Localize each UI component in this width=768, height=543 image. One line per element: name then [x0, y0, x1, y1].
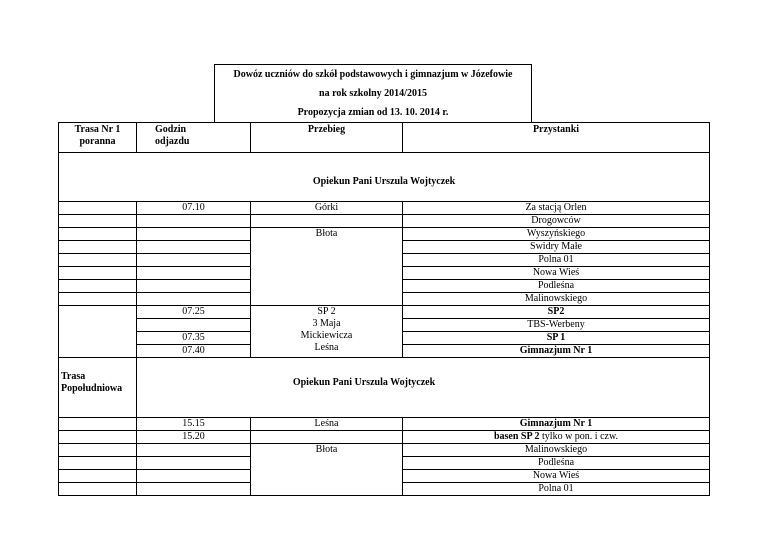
- route-cell-group: [251, 306, 403, 358]
- title-block: [214, 64, 532, 123]
- stop-cell: Gimnazjum Nr 1: [403, 345, 710, 358]
- stop-cell: Polna 01: [403, 254, 710, 267]
- stop-cell: [403, 431, 710, 444]
- table-row: [59, 444, 710, 457]
- opiekun-row-morning: [59, 153, 710, 202]
- table-row: [59, 431, 710, 444]
- time-cell: 07.40: [137, 345, 251, 358]
- opiekun-afternoon: Opiekun Pani Urszula Wojtyczek: [137, 358, 710, 418]
- route-cell: Mickiewicza: [300, 330, 353, 341]
- time-cell: 15.20: [137, 431, 251, 444]
- table-row: [59, 306, 710, 319]
- route-cell: 3 Maja: [312, 318, 341, 329]
- route-cell: SP 2: [317, 306, 336, 317]
- stop-cell: Wyszyńskiego: [403, 228, 710, 241]
- stop-cell: Drogowców: [403, 215, 710, 228]
- col-header-trasa: Trasa Nr 1 poranna: [59, 123, 137, 153]
- table-row: [59, 215, 710, 228]
- header-row: [59, 123, 710, 153]
- trasa-afternoon-label: Trasa Popołudniowa: [59, 358, 137, 418]
- route-cell: Błota: [251, 444, 403, 496]
- schedule-table: [58, 122, 710, 496]
- opiekun-morning: Opiekun Pani Urszula Wojtyczek: [59, 153, 710, 202]
- route-cell: Górki: [251, 202, 403, 215]
- stop-cell-bold: basen SP 2: [493, 431, 540, 442]
- stop-cell-note: tylko w pon. i czw.: [539, 431, 619, 442]
- stop-cell: Swidry Małe: [403, 241, 710, 254]
- opiekun-row-afternoon: [59, 358, 710, 418]
- col-header-przystanki: Przystanki: [403, 123, 710, 153]
- title-line-3: Propozycja zmian od 13. 10. 2014 r.: [297, 107, 449, 118]
- stop-cell: Malinowskiego: [403, 293, 710, 306]
- title-line-1: Dowóz uczniów do szkół podstawowych i gimnazjum w Józefowie: [233, 69, 513, 80]
- stop-cell: Nowa Wieś: [403, 267, 710, 280]
- route-cell: Leśna: [251, 418, 403, 431]
- time-cell: 07.35: [137, 332, 251, 345]
- col-header-godzin: Godzin odjazdu: [137, 123, 251, 153]
- stop-cell: SP 1: [403, 332, 710, 345]
- stop-cell: Nowa Wieś: [403, 470, 710, 483]
- stop-cell: Polna 01: [403, 483, 710, 496]
- time-cell: 15.15: [137, 418, 251, 431]
- time-cell: 07.10: [137, 202, 251, 215]
- stop-cell: Podleśna: [403, 457, 710, 470]
- time-cell: 07.25: [137, 306, 251, 319]
- route-cell: Błota: [251, 228, 403, 306]
- table-row: [59, 228, 710, 241]
- stop-cell: Malinowskiego: [403, 444, 710, 457]
- table-row: [59, 202, 710, 215]
- route-cell: Leśna: [314, 342, 339, 353]
- stop-cell: Za stacją Orlen: [403, 202, 710, 215]
- col-header-przebieg: Przebieg: [251, 123, 403, 153]
- stop-cell: SP2: [403, 306, 710, 319]
- title-line-2: na rok szkolny 2014/2015: [319, 88, 427, 99]
- table-row: [59, 418, 710, 431]
- stop-cell: TBS-Werbeny: [403, 319, 710, 332]
- stop-cell: Gimnazjum Nr 1: [403, 418, 710, 431]
- stop-cell: Podleśna: [403, 280, 710, 293]
